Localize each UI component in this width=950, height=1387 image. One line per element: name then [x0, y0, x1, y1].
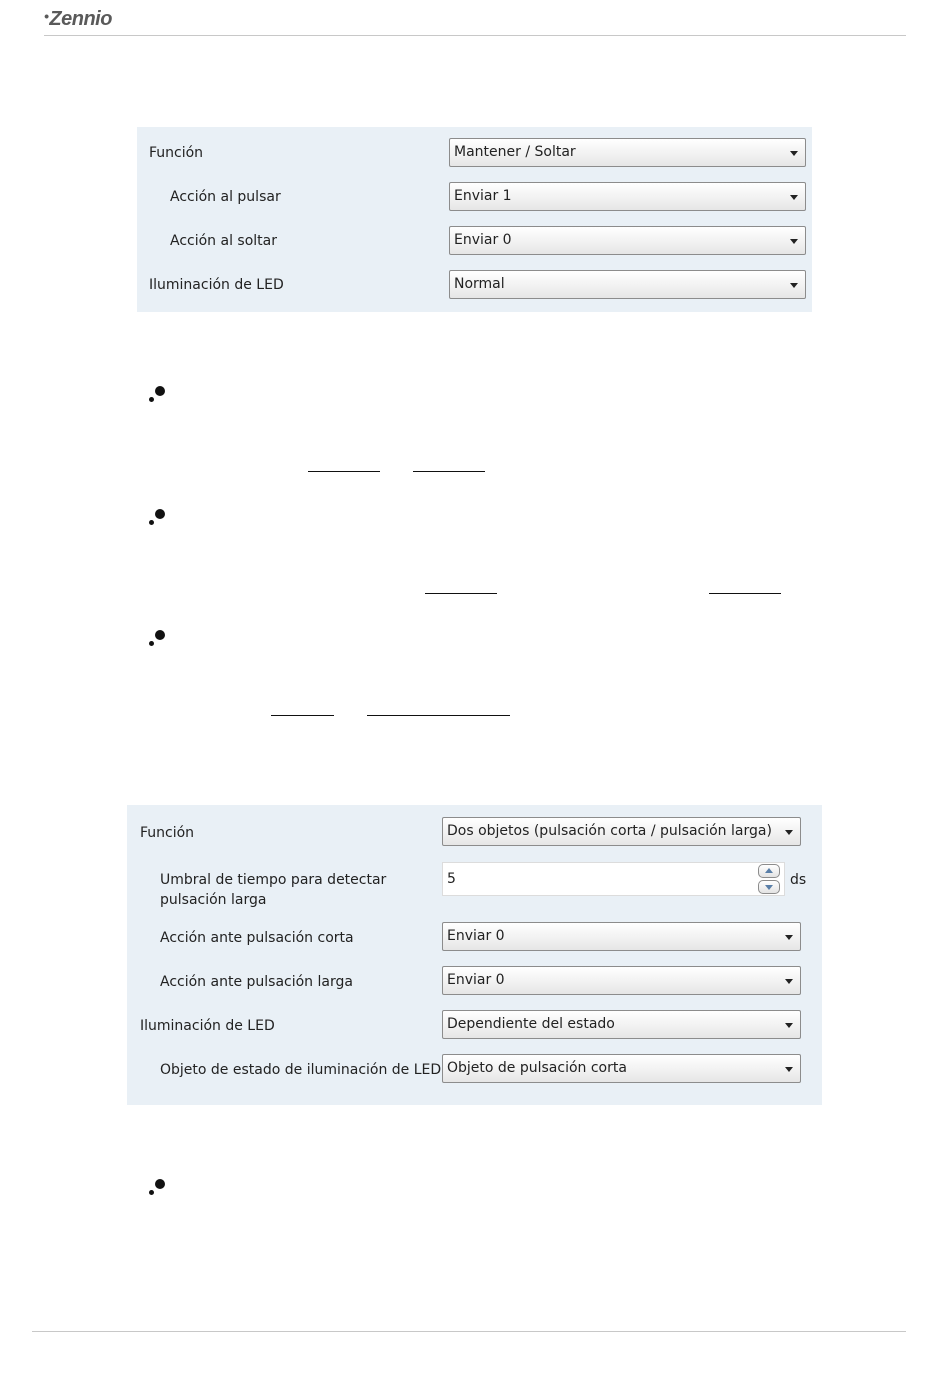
chevron-down-icon: [785, 1067, 793, 1072]
arrow-down-icon: [765, 885, 773, 890]
chevron-down-icon: [790, 195, 798, 200]
objeto-estado-value: Objeto de pulsación corta: [447, 1060, 627, 1076]
chevron-down-icon: [790, 239, 798, 244]
funcion-label: Función: [149, 145, 204, 161]
accion-larga-dropdown[interactable]: [442, 966, 801, 995]
iluminacion-led2-label: Iluminación de LED: [140, 1018, 275, 1034]
arrow-up-icon: [765, 868, 773, 873]
objeto-estado-dropdown[interactable]: [442, 1054, 801, 1083]
zennio-logo: [44, 8, 112, 31]
underline-mark: [413, 471, 485, 472]
chevron-down-icon: [785, 935, 793, 940]
logo-text: Zennio: [49, 8, 112, 30]
accion-larga-value: Enviar 0: [447, 972, 505, 988]
header-divider: [44, 35, 906, 36]
chevron-down-icon: [790, 283, 798, 288]
spin-up-button[interactable]: [758, 864, 780, 878]
umbral-label-line2: pulsación larga: [160, 892, 267, 908]
accion-corta-value: Enviar 0: [447, 928, 505, 944]
funcion-dropdown[interactable]: [449, 138, 806, 167]
chevron-down-icon: [785, 1023, 793, 1028]
underline-mark: [425, 593, 497, 594]
accion-larga-label: Acción ante pulsación larga: [160, 974, 353, 990]
accion-corta-dropdown[interactable]: [442, 922, 801, 951]
chevron-down-icon: [785, 830, 793, 835]
funcion2-value: Dos objetos (pulsación corta / pulsación larga): [447, 823, 772, 839]
accion-pulsar-value: Enviar 1: [454, 188, 512, 204]
chevron-down-icon: [790, 151, 798, 156]
spin-down-button[interactable]: [758, 880, 780, 894]
chevron-down-icon: [785, 979, 793, 984]
underline-mark: [308, 471, 380, 472]
umbral-label-line1: Umbral de tiempo para detectar: [160, 872, 387, 888]
bullet-icon: [149, 386, 165, 402]
funcion2-dropdown[interactable]: [442, 817, 801, 846]
accion-soltar-label: Acción al soltar: [170, 233, 277, 249]
umbral-input[interactable]: [442, 862, 785, 896]
underline-mark: [367, 715, 510, 716]
footer-divider: [32, 1331, 906, 1332]
bullet-icon: [149, 509, 165, 525]
accion-pulsar-label: Acción al pulsar: [170, 189, 281, 205]
bullet-icon: [149, 1179, 165, 1195]
umbral-value: 5: [447, 871, 456, 887]
iluminacion-led-dropdown[interactable]: [449, 270, 806, 299]
underline-mark: [709, 593, 781, 594]
accion-soltar-dropdown[interactable]: [449, 226, 806, 255]
iluminacion-led2-value: Dependiente del estado: [447, 1016, 615, 1032]
funcion-value: Mantener / Soltar: [454, 144, 576, 160]
umbral-unit: ds: [790, 872, 807, 888]
iluminacion-led-value: Normal: [454, 276, 505, 292]
bullet-icon: [149, 630, 165, 646]
logo-dots: •: [44, 8, 49, 24]
funcion2-label: Función: [140, 825, 195, 841]
accion-pulsar-dropdown[interactable]: [449, 182, 806, 211]
objeto-estado-label: Objeto de estado de iluminación de LED: [160, 1062, 442, 1078]
accion-soltar-value: Enviar 0: [454, 232, 512, 248]
underline-mark: [271, 715, 334, 716]
iluminacion-led-label: Iluminación de LED: [149, 277, 284, 293]
iluminacion-led2-dropdown[interactable]: [442, 1010, 801, 1039]
accion-corta-label: Acción ante pulsación corta: [160, 930, 354, 946]
